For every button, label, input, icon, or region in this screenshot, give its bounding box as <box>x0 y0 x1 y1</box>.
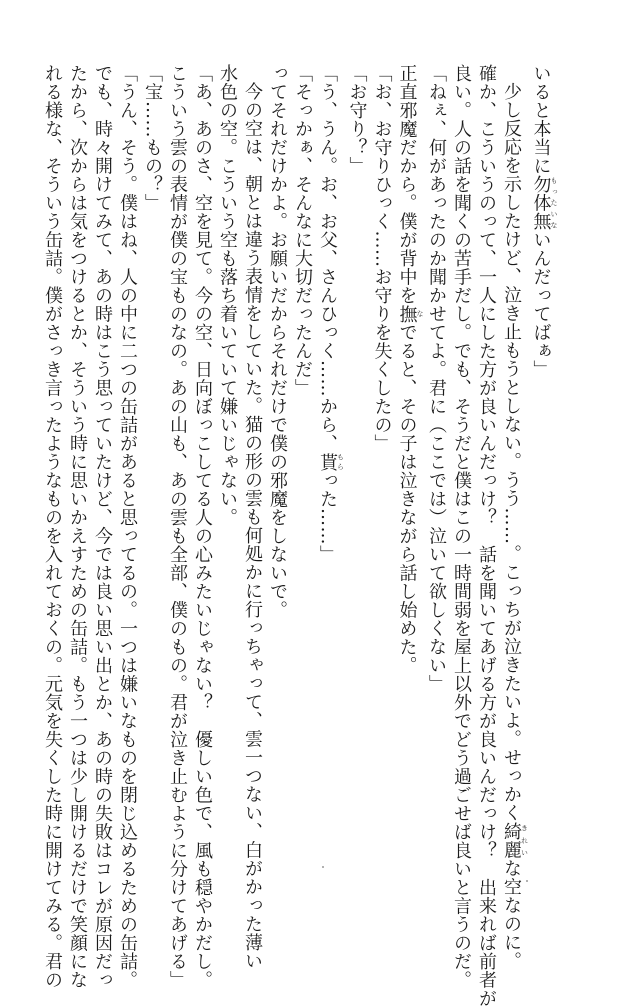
text-run: 「お守り？」 <box>346 64 368 175</box>
text-line <box>40 64 65 989</box>
ruby-annotation <box>317 452 345 472</box>
ruby-annotation <box>501 822 529 859</box>
text-line <box>424 64 449 854</box>
vertical-text-body <box>40 64 558 1008</box>
ruby-annotation <box>396 304 424 324</box>
text-line <box>165 64 190 989</box>
text-line <box>115 64 140 989</box>
ruby-reading: もったいな <box>550 175 558 231</box>
scan-speck <box>526 880 528 882</box>
ruby-base: 綺麗 <box>501 822 522 859</box>
text-line <box>215 64 240 854</box>
text-line <box>240 64 265 970</box>
ruby-base: 勿体無 <box>530 175 552 231</box>
text-run: でると、その子は泣きながら話し始めた。 <box>396 323 418 675</box>
text-line <box>315 64 345 854</box>
text-line <box>265 64 290 854</box>
ruby-reading: きれい <box>520 822 529 859</box>
text-run: 「うん、そう。僕はね、人の中に二つの缶詰があると思ってるの。一つは嫌いなものを閉じ込めるための缶詰。 <box>117 64 138 989</box>
text-line <box>499 64 529 970</box>
text-line <box>65 64 90 989</box>
text-line <box>370 64 395 854</box>
text-run: れる様な、そういう缶詰。僕がさっき言ったようなものを入れておくの。元気を失くした時に開けてみる。君の <box>42 64 63 989</box>
text-run: 「宝……もの？」 <box>142 64 163 212</box>
text-run: いんだってばぁ」 <box>530 230 552 379</box>
ruby-reading: な <box>416 304 424 323</box>
ruby-reading: もら <box>336 452 345 471</box>
text-run: 正直邪魔だから。僕が背中を <box>396 64 418 305</box>
text-line <box>190 64 215 989</box>
text-line <box>140 64 165 854</box>
ruby-annotation <box>530 175 558 231</box>
text-run: 「お、お守りひっく……お守りを失くしたの」 <box>371 64 393 453</box>
text-run: 確か、こういうのって、一人にした方が良いんだっけ？ 話を聞いてあげる方が良いんだっけ？ 出来れば前者が <box>476 64 497 1008</box>
text-run: な空なのに。 <box>501 859 522 970</box>
text-run: 良い。人の話を聞くの苦手だし。でも、そうだと僕はこの一時間弱を屋上以外でどう過ごせば良いと言うのだ。 <box>451 64 472 989</box>
text-run: 今の空は、朝とは違う表情をしていた。猫の形の雲も何処かに行っちゃって、雲一つない、白がかった薄い <box>242 82 263 970</box>
text-run: たから、次からは気をつけるとか、そういう時に思いかえすための缶詰。もう一つは少し開けるだけで笑顔にな <box>67 64 88 989</box>
text-run: ってそれだけかよ。お願いだからそれだけで僕の邪魔をしないで。 <box>267 64 288 619</box>
text-line <box>90 64 115 989</box>
text-run: 「ねぇ、何があったのか聞かせてよ。君に（ここでは）泣いて欲しくない」 <box>426 64 447 693</box>
text-run: 少し反応を示したけど、泣き止もうとしない。うう……。こっちが泣きたいよ。せっかく <box>501 82 522 822</box>
text-run: いると本当に <box>530 64 552 175</box>
ruby-base: 撫 <box>396 304 418 323</box>
text-run: でも、時々開けてみて、あの時はこう思っていたけど、今では良い思い出とか、あの時の失敗はコレが原因だっ <box>92 64 113 989</box>
ruby-base: 貰 <box>317 452 338 471</box>
text-line <box>529 64 559 854</box>
text-run: った……」 <box>317 471 338 564</box>
text-run: 「う、うん。お、お父、さんひっく……から、 <box>317 64 338 453</box>
text-line <box>345 64 370 854</box>
scan-speck <box>322 866 324 868</box>
text-run: 水色の空。こういう空も落ち着いていて嫌いじゃない。 <box>217 64 238 527</box>
text-line <box>474 64 499 1008</box>
text-line <box>449 64 474 989</box>
text-run: 「あ、あのさ、空を見て。今の空、日向ぼっこしてる人の心みたいじゃない？ 優しい色で、風も穏やかだし。 <box>192 64 213 989</box>
text-run: 「そっかぁ、そんなに大切だったんだ」 <box>292 64 313 397</box>
text-line <box>395 64 425 854</box>
text-line <box>290 64 315 854</box>
text-run: こういう雲の表情が僕の宝ものなの。あの山も、あの雲も全部、僕のもの。君が泣き止むように分けてあげる」 <box>167 64 188 989</box>
